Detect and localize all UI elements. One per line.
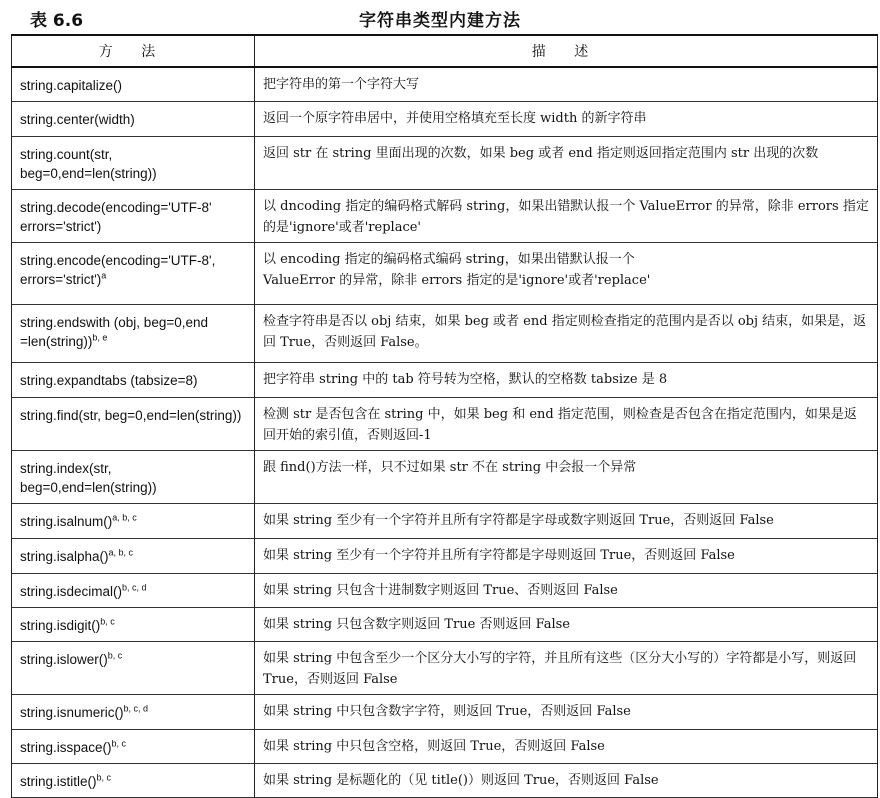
footnote-marks: a, b, c	[108, 547, 134, 558]
method-cell	[12, 504, 255, 539]
description-cell: 如果 string 是标题化的（见 title()）则返回 True，否则返回 False	[255, 764, 878, 798]
footnote-marks: b, c	[100, 616, 115, 627]
description-cell: 如果 string 至少有一个字符并且所有字符都是字母则返回 True，否则返回 False	[255, 539, 878, 574]
column-header-description: 描 述	[255, 35, 878, 67]
footnote-marks: a, b, c	[112, 512, 137, 523]
method-cell	[12, 451, 255, 504]
description-cell: 把字符串 string 中的 tab 符号转为空格，默认的空格数 tabsize 是 8	[255, 363, 878, 398]
table-row	[12, 642, 878, 695]
method-name: string.isdigit()	[20, 618, 101, 633]
table-row	[12, 137, 878, 190]
table-row	[12, 102, 878, 137]
table-row	[12, 695, 878, 730]
method-cell	[12, 305, 255, 363]
methods-table	[11, 34, 878, 798]
footnote-marks: b, c	[96, 772, 112, 783]
footnote-marks: b, c, d	[123, 703, 149, 714]
method-name: string.isdecimal()	[20, 584, 123, 599]
footnote-marks: b, e	[92, 332, 108, 343]
table-row	[12, 574, 878, 608]
description-cell: 如果 string 中只包含数字字符，则返回 True，否则返回 False	[255, 695, 878, 730]
method-name: string.count(str, beg=0,end=len(string))	[20, 147, 157, 181]
column-header-method: 方 法	[12, 35, 255, 67]
method-name: string.isalpha()	[20, 549, 109, 564]
method-name: string.endswith (obj, beg=0,end =len(string))	[20, 315, 208, 349]
method-cell	[12, 67, 255, 102]
method-name: string.isalnum()	[20, 514, 113, 529]
description-cell: 跟 find()方法一样，只不过如果 str 不在 string 中会报一个异常	[255, 451, 878, 504]
description-cell: 检查字符串是否以 obj 结束，如果 beg 或者 end 指定则检查指定的范围内是否以 obj 结束，如果是，返回 True，否则返回 False。	[255, 305, 878, 363]
table-row	[12, 504, 878, 539]
description-cell: 返回 str 在 string 里面出现的次数，如果 beg 或者 end 指定则返回指定范围内 str 出现的次数	[255, 137, 878, 190]
table-row	[12, 363, 878, 398]
table-row	[12, 67, 878, 102]
description-cell: 如果 string 只包含十进制数字则返回 True、否则返回 False	[255, 574, 878, 608]
table-row	[12, 730, 878, 764]
method-cell	[12, 730, 255, 764]
method-name: string.index(str, beg=0,end=len(string))	[20, 461, 157, 495]
method-name: string.encode(encoding='UTF-8', errors='strict')	[20, 253, 216, 287]
description-cell: 如果 string 中包含至少一个区分大小写的字符，并且所有这些（区分大小写的）字符都是小写，则返回 True，否则返回 False	[255, 642, 878, 695]
method-name: string.islower()	[20, 652, 108, 667]
method-cell	[12, 574, 255, 608]
description-cell: 把字符串的第一个字符大写	[255, 67, 878, 102]
method-name: string.isnumeric()	[20, 705, 124, 720]
method-cell	[12, 243, 255, 305]
table-number: 表 6.6	[30, 11, 84, 31]
table-row	[12, 243, 878, 305]
description-cell: 如果 string 至少有一个字符并且所有字符都是字母或数字则返回 True，否则返回 False	[255, 504, 878, 539]
method-cell	[12, 608, 255, 642]
method-cell	[12, 695, 255, 730]
method-cell	[12, 539, 255, 574]
method-cell	[12, 764, 255, 798]
table-caption	[0, 6, 880, 32]
method-name: string.capitalize()	[20, 78, 123, 93]
table-row	[12, 190, 878, 243]
method-cell	[12, 102, 255, 137]
table-row	[12, 608, 878, 642]
method-name: string.find(str, beg=0,end=len(string))	[20, 408, 242, 423]
description-cell: 以 dncoding 指定的编码格式解码 string，如果出错默认报一个 ValueError 的异常，除非 errors 指定的是'ignore'或者'replace'	[255, 190, 878, 243]
table-row	[12, 764, 878, 798]
method-cell	[12, 363, 255, 398]
method-cell	[12, 190, 255, 243]
method-name: string.expandtabs (tabsize=8)	[20, 373, 198, 388]
description-cell: 如果 string 中只包含空格，则返回 True，否则返回 False	[255, 730, 878, 764]
method-name: string.isspace()	[20, 740, 112, 755]
description-cell: 以 encoding 指定的编码格式编码 string，如果出错默认报一个 ValueError 的异常，除非 errors 指定的是'ignore'或者'replace'	[255, 243, 878, 305]
footnote-marks: a	[101, 270, 107, 281]
footnote-marks: b, c	[111, 738, 127, 749]
method-cell	[12, 137, 255, 190]
table-row	[12, 539, 878, 574]
method-name: string.istitle()	[20, 774, 97, 789]
description-cell: 如果 string 只包含数字则返回 True 否则返回 False	[255, 608, 878, 642]
table-header-row	[12, 35, 878, 67]
method-name: string.center(width)	[20, 112, 135, 127]
table-title: 字符串类型内建方法	[359, 11, 521, 31]
footnote-marks: b, c, d	[122, 582, 147, 593]
method-name: string.decode(encoding='UTF-8' errors='strict')	[20, 200, 212, 234]
table-row	[12, 451, 878, 504]
footnote-marks: b, c	[107, 650, 123, 661]
table-row	[12, 305, 878, 363]
description-cell: 检测 str 是否包含在 string 中，如果 beg 和 end 指定范围，则检查是否包含在指定范围内，如果是返回开始的索引值，否则返回-1	[255, 398, 878, 451]
table-row	[12, 398, 878, 451]
description-cell: 返回一个原字符串居中，并使用空格填充至长度 width 的新字符串	[255, 102, 878, 137]
method-cell	[12, 398, 255, 451]
method-cell	[12, 642, 255, 695]
